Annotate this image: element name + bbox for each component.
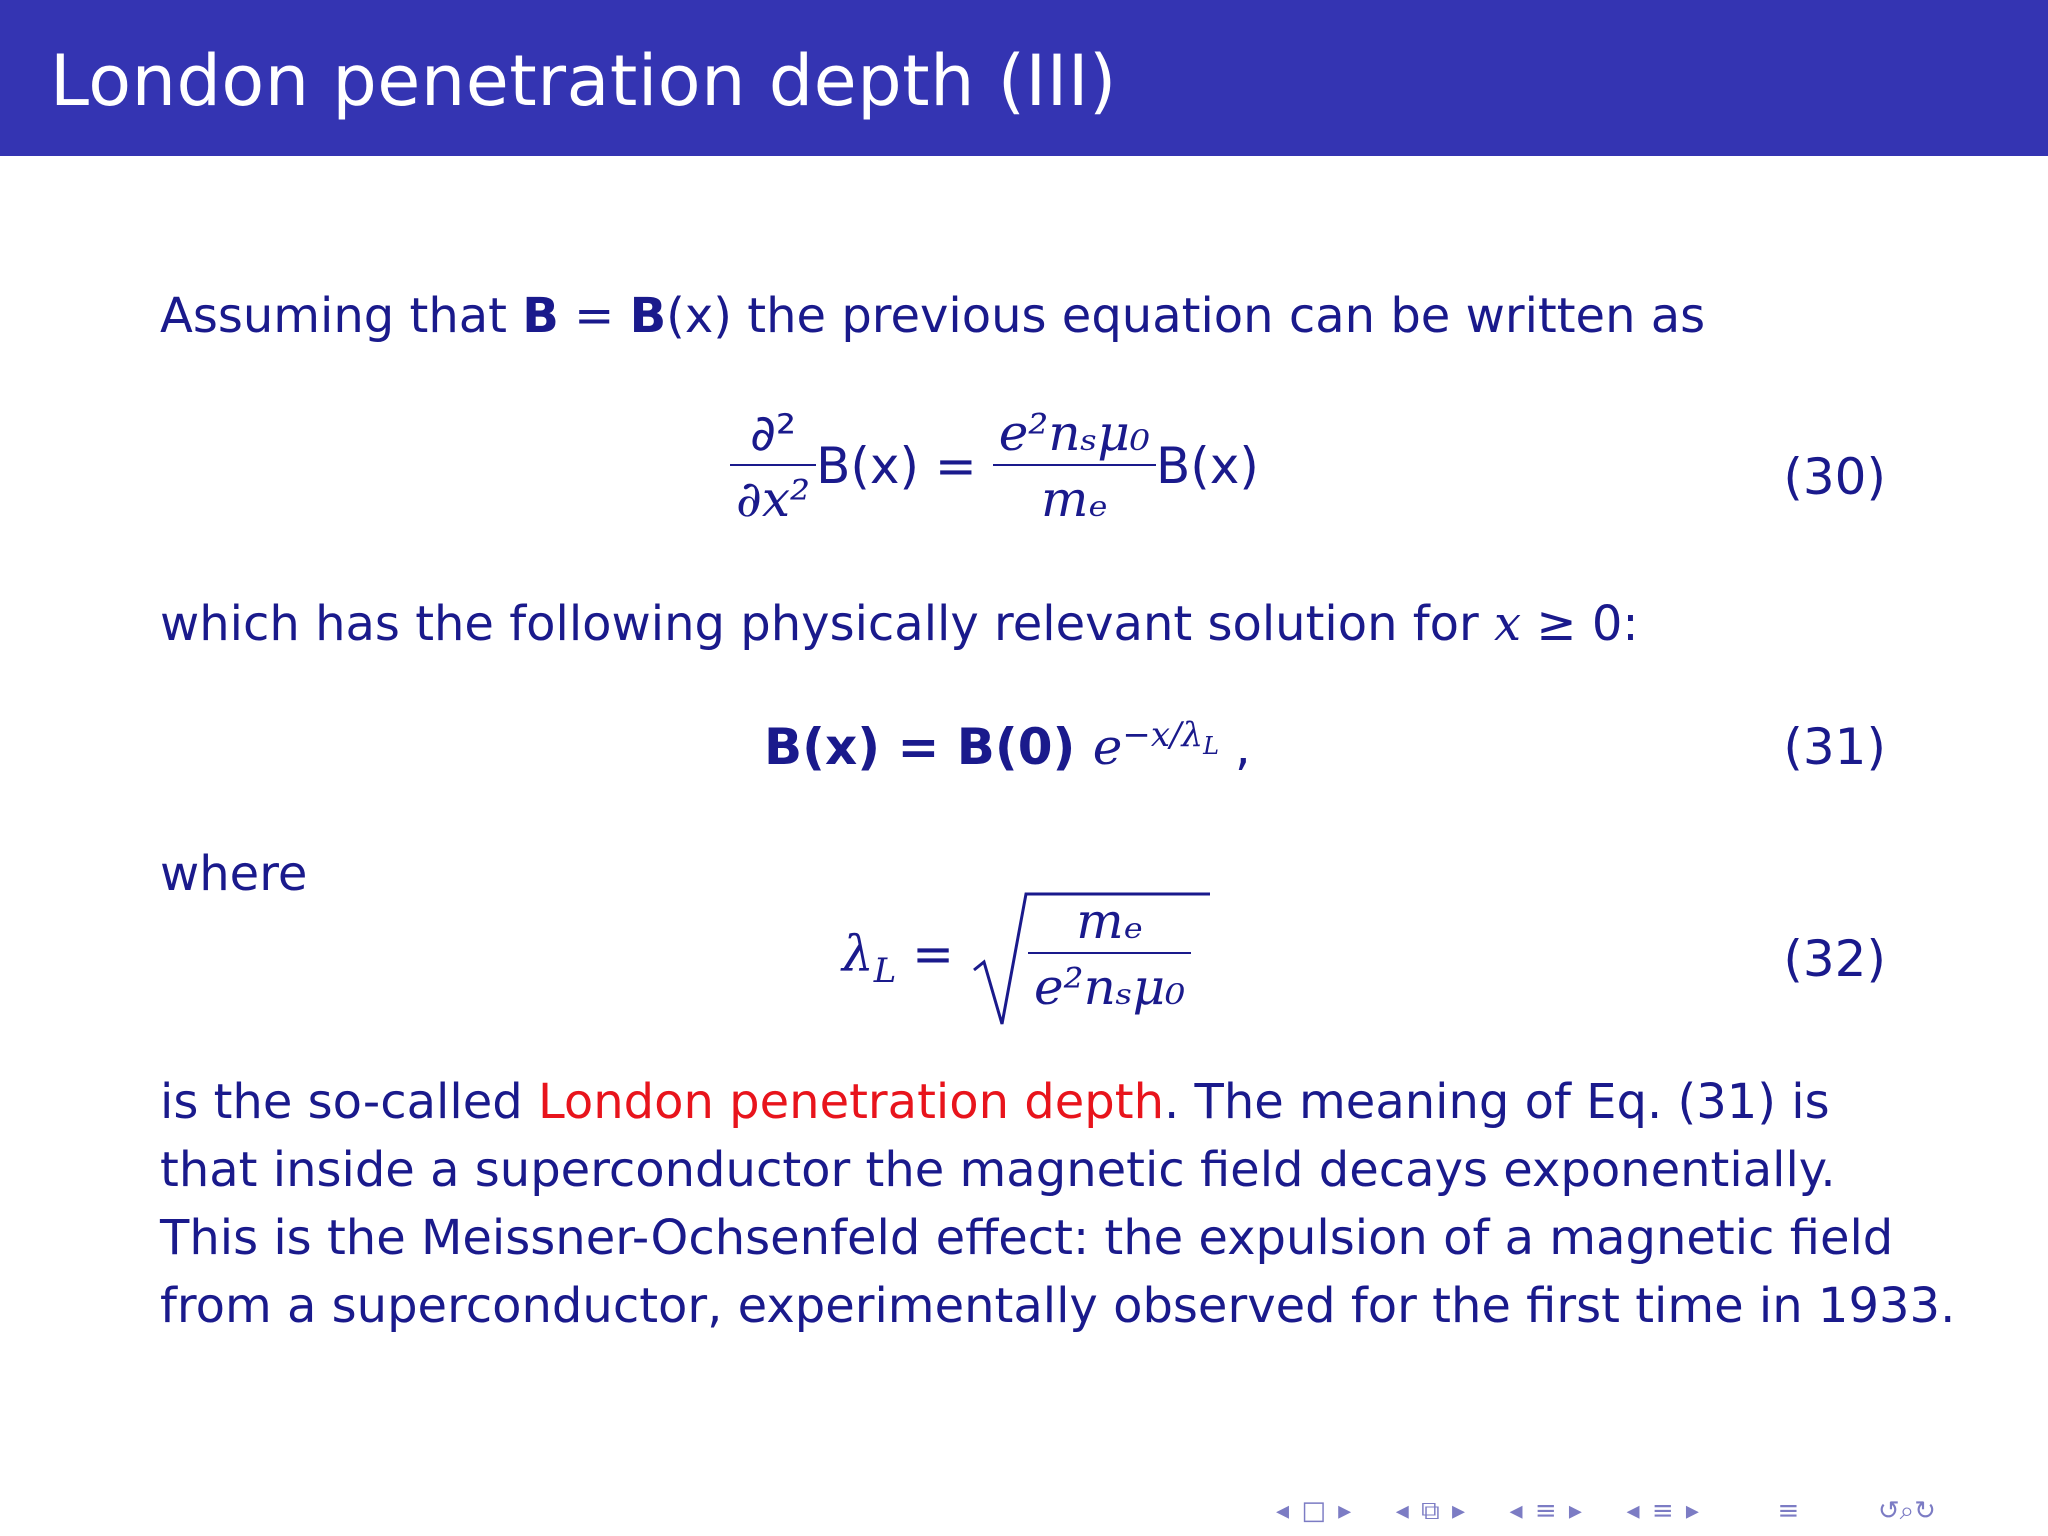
equation-30-label: (30) (1783, 448, 1886, 506)
explanation-paragraph (160, 1068, 1955, 1340)
derivative-numerator: ∂² (730, 408, 816, 466)
lambda-symbol (842, 925, 897, 991)
equation-31-label: (31) (1783, 718, 1886, 776)
nav-subsection-icon[interactable]: ≡ (1534, 1496, 1557, 1526)
coefficient-denominator: mₑ (1040, 470, 1108, 528)
nav-section-icon[interactable]: ⧉ (1421, 1496, 1440, 1526)
lambda-text: λ (842, 925, 874, 983)
paragraph-line-4: from a superconductor, experimentally observed for the first time in 1933. (160, 1278, 1956, 1334)
argument-x: (x) (666, 288, 733, 344)
exp-exponent-text: −x/λ (1122, 715, 1204, 756)
paragraph-line-1-start: is the so-called (160, 1074, 538, 1130)
equals-sign: = (558, 288, 630, 344)
solution-text: which has the following physically relevant solution for (160, 596, 1495, 652)
lambda-sub: L (873, 951, 897, 991)
nav-subsub-prev-icon[interactable]: ◂ (1626, 1496, 1640, 1526)
nav-subsection-next-icon[interactable]: ▸ (1568, 1496, 1582, 1526)
paragraph-line-1 (160, 1068, 1955, 1136)
paragraph-line-3: This is the Meissner-Ochsenfeld effect: the expulsion of a magnetic field (160, 1210, 1894, 1266)
solution-line (160, 596, 1639, 652)
nav-section-next-icon[interactable]: ▸ (1451, 1496, 1465, 1526)
variable-x: x (1494, 596, 1522, 652)
nav-next-icon[interactable]: ▸ (1338, 1496, 1352, 1526)
sqrt-numerator: mₑ (1028, 896, 1191, 954)
slide-title: London penetration depth (III) (50, 40, 1117, 122)
derivative-denominator: ∂x² (736, 470, 811, 528)
paragraph-line-2: that inside a superconductor the magnetic field decays exponentially. (160, 1142, 1836, 1198)
exp-exponent (1122, 715, 1219, 761)
equation-30-lhs: B(x) = (816, 437, 977, 495)
coefficient-numerator: e²nₛμ₀ (993, 408, 1156, 466)
equation-32 (842, 892, 1191, 1016)
nav-prev-icon[interactable]: ◂ (1276, 1496, 1290, 1526)
equation-30 (730, 404, 1259, 528)
solution-condition: ≥ 0: (1521, 596, 1639, 652)
exp-exponent-sub: L (1203, 732, 1219, 761)
where-text: where (160, 846, 308, 902)
nav-menu-icon[interactable]: ≡ (1777, 1496, 1800, 1526)
coefficient-fraction (993, 404, 1156, 528)
equation-32-label: (32) (1783, 930, 1886, 988)
nav-search-icon[interactable]: ↺⌕↻ (1877, 1496, 1936, 1526)
equation-30-rhs: B(x) (1155, 437, 1259, 495)
sqrt-denominator: e²nₛμ₀ (1033, 958, 1186, 1016)
symbol-b: B (629, 288, 667, 344)
exp-base: e (1092, 718, 1123, 776)
nav-subsub-next-icon[interactable]: ▸ (1685, 1496, 1699, 1526)
intro-text: Assuming that (160, 288, 523, 344)
nav-subsection-prev-icon[interactable]: ◂ (1509, 1496, 1523, 1526)
nav-frame-icon[interactable]: □ (1301, 1496, 1326, 1526)
equation-31-comma: , (1219, 718, 1251, 776)
square-root-icon (970, 892, 1210, 1032)
highlight-term: London penetration depth (537, 1074, 1164, 1130)
equation-31 (764, 715, 1251, 776)
nav-section-prev-icon[interactable]: ◂ (1395, 1496, 1409, 1526)
nav-subsub-icon[interactable]: ≡ (1651, 1496, 1674, 1526)
derivative-fraction (730, 404, 816, 528)
equation-31-lhs: B(x) = B(0) (764, 718, 1093, 776)
symbol-b: B (522, 288, 559, 344)
slide-header (0, 0, 2048, 156)
equation-32-equals: = (896, 925, 970, 983)
intro-text-end: the previous equation can be written as (732, 288, 1706, 344)
paragraph-line-1-end: . The meaning of Eq. (31) is (1164, 1074, 1830, 1130)
nav-bar (1276, 1498, 1936, 1524)
intro-line (160, 288, 1706, 344)
square-root (970, 892, 1191, 1016)
